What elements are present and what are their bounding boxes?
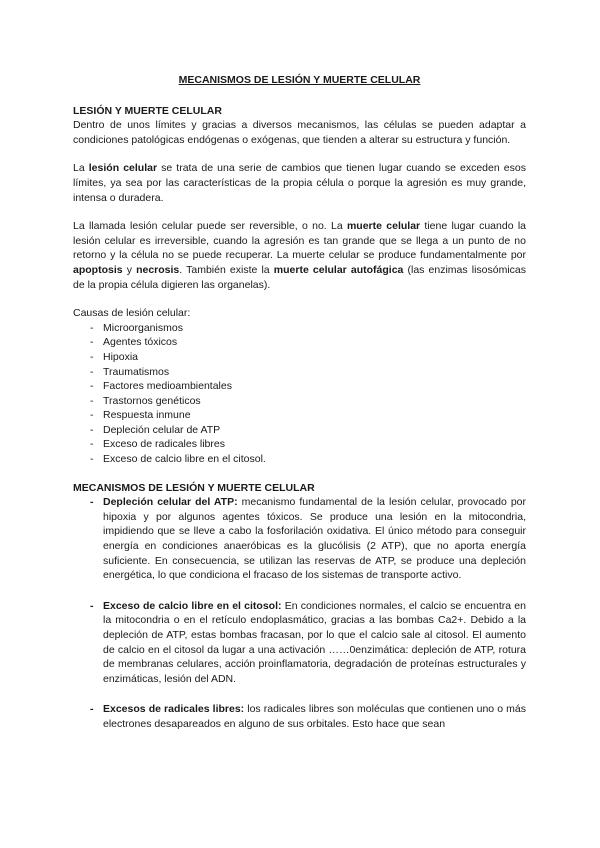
list-item: - Agentes tóxicos bbox=[73, 335, 526, 350]
term-apoptosis: apoptosis bbox=[73, 263, 123, 276]
term-lesion-celular: lesión celular bbox=[88, 162, 158, 175]
list-item: - Hipoxia bbox=[73, 350, 526, 365]
list-item: - Traumatismos bbox=[73, 365, 526, 380]
causes-list bbox=[73, 321, 526, 467]
list-item: - Depleción celular de ATP bbox=[73, 423, 526, 438]
list-item: - Microorganismos bbox=[73, 321, 526, 336]
mechanism-text: En condiciones normales, el calcio se encuentra en la mitocondria o en el retículo endoplasmático, gracias a las bombas Ca2+. Debido a la depleción de ATP, estas bombas fracasan, por lo que el calcio sale al citosol. El aumento de calcio en el citosol da lugar a una activación ……0enzimática: depleción de ATP, rotura de membranas celulares, acción proinflamatoria, degradación de proteínas estructurales y enzimáticas, lesión del ADN. bbox=[103, 599, 526, 685]
mechanism-item-radicales bbox=[73, 702, 526, 731]
mechanism-text: los radicales libres son moléculas que contienen uno o más electrones desapareados en alguno de sus orbitales. Esto hace que sean bbox=[103, 703, 526, 730]
list-item: - Trastornos genéticos bbox=[73, 394, 526, 409]
term-muerte-celular: muerte celular bbox=[346, 220, 421, 233]
list-item: - Respuesta inmune bbox=[73, 408, 526, 423]
mechanism-item-calcio bbox=[73, 599, 526, 687]
mechanism-text: mecanismo fundamental de la lesión celular, provocado por hipoxia y por algunos agentes tóxicos. Se produce una lesión en la mitocondria, impidiendo que se lleve a cabo la fosforilación oxidativa. El único método para conseguir energía en condiciones anaeróbicas es la glucólisis (2 ATP), que no aporta energía suficiente. En consecuencia, se utilizan las reservas de ATP, se produce una depleción energética, lo que condiciona el fracaso de los sistemas de transporte activo. bbox=[103, 496, 527, 582]
mechanism-term: Exceso de calcio libre en el citosol: bbox=[103, 599, 282, 612]
mechanisms-list bbox=[73, 495, 526, 731]
mechanism-term: Excesos de radicales libres: bbox=[103, 703, 245, 716]
document-title: MECANISMOS DE LESIÓN Y MUERTE CELULAR bbox=[178, 74, 421, 86]
mechanism-term: Depleción celular del ATP: bbox=[103, 496, 238, 509]
term-necrosis: necrosis bbox=[136, 263, 180, 276]
term-muerte-autofagica: muerte celular autofágica bbox=[273, 263, 404, 276]
paragraph-muerte-celular: La llamada lesión celular puede ser reversible, o no. La muerte celular tiene lugar cuando la lesión celular es irreversible, cuando la agresión es tan grande que se llega a un punto de no retorno y la célula no se puede recuperar. La muerte celular se produce fundamentalmente por apoptosis y necrosis. También existe la muerte celular autofágica (las enzimas lisosómicas de la propia célula digieren las organelas). bbox=[73, 220, 526, 291]
section-heading-mecanismos: MECANISMOS DE LESIÓN Y MUERTE CELULAR bbox=[73, 481, 315, 494]
list-item: - Exceso de radicales libres bbox=[73, 437, 526, 452]
paragraph-intro: Dentro de unos límites y gracias a diversos mecanismos, las células se pueden adaptar a condiciones patológicas endógenas o exógenas, que tienden a alterar su estructura y función. bbox=[73, 119, 526, 146]
section-heading-lesion: LESIÓN Y MUERTE CELULAR bbox=[73, 104, 222, 117]
list-item: - Exceso de calcio libre en el citosol. bbox=[73, 452, 526, 467]
causes-label: Causas de lesión celular: bbox=[73, 307, 191, 320]
document-body bbox=[73, 73, 526, 732]
list-item: - Factores medioambientales bbox=[73, 379, 526, 394]
mechanism-item-atp bbox=[73, 495, 526, 583]
paragraph-lesion-celular: La lesión celular se trata de una serie de cambios que tienen lugar cuando se exceden esos límites, ya sea por las características de la propia célula o porque la agresión es muy grande, intensa o duradera. bbox=[73, 162, 526, 204]
